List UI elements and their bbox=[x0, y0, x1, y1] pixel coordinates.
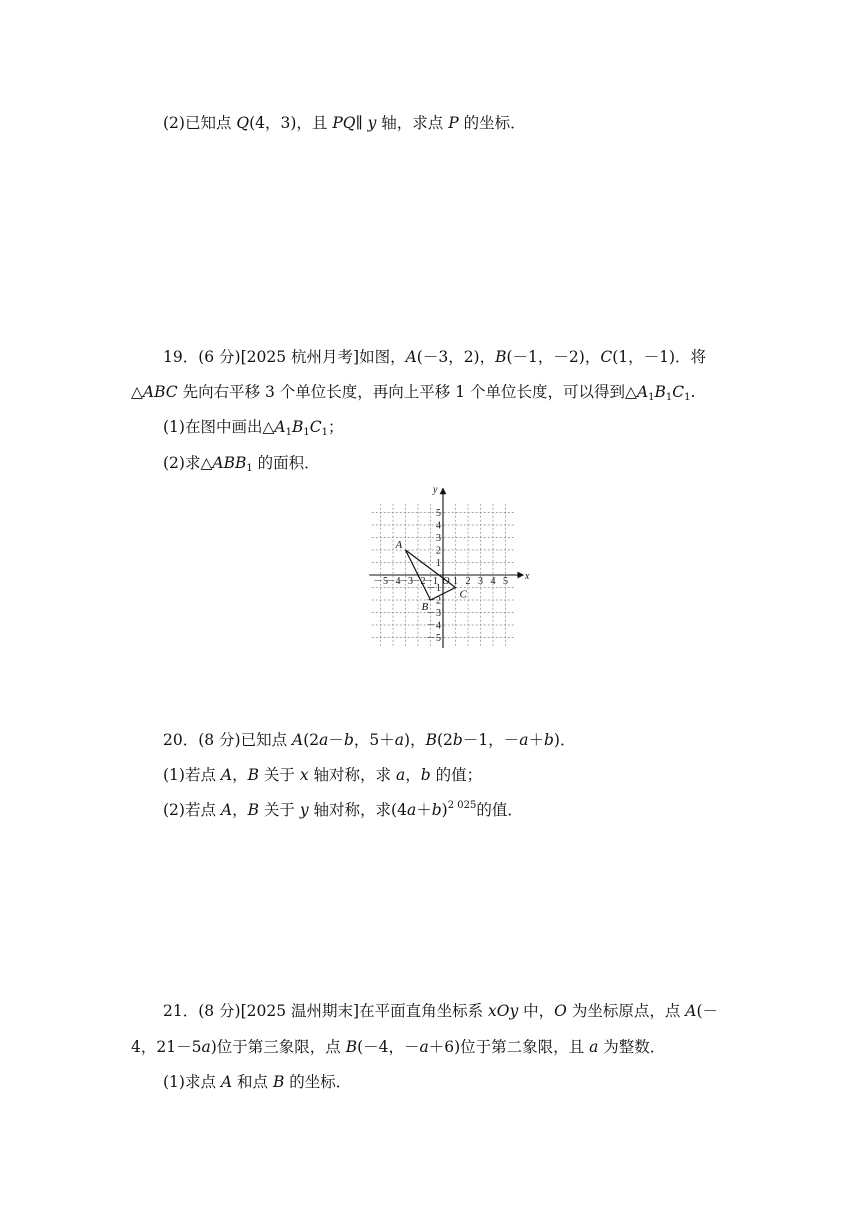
var: y bbox=[367, 114, 377, 132]
x-tick-label: 2 bbox=[465, 576, 471, 587]
text: )， bbox=[404, 731, 426, 749]
subscript: 1 bbox=[321, 427, 328, 438]
var: B bbox=[345, 1038, 358, 1056]
var: B bbox=[495, 348, 507, 366]
q20-part2 bbox=[163, 799, 523, 821]
q20-line1 bbox=[163, 729, 575, 751]
subscript: 1 bbox=[665, 392, 673, 403]
var: PQ bbox=[332, 114, 356, 132]
text: 4，21－5 bbox=[131, 1038, 202, 1056]
text: ＋6)位于第二象限，且 bbox=[428, 1038, 590, 1056]
text: (－3，2)， bbox=[416, 348, 496, 366]
y-tick-label: －3 bbox=[426, 608, 441, 619]
var: A bbox=[405, 348, 417, 366]
var: a bbox=[201, 1038, 211, 1056]
var: a bbox=[319, 731, 329, 749]
var: b bbox=[543, 731, 554, 749]
var: A bbox=[274, 418, 286, 436]
text: 关于 bbox=[259, 801, 300, 819]
x-axis-arrow bbox=[518, 573, 523, 578]
y-tick-label: 4 bbox=[436, 520, 441, 532]
text: 20．(8 分)已知点 bbox=[163, 731, 293, 749]
var: x bbox=[299, 766, 309, 784]
text: (－4，－ bbox=[357, 1038, 420, 1056]
text: 的坐标． bbox=[458, 114, 526, 132]
var: B bbox=[291, 418, 304, 436]
text: 21．(8 分)[2025 温州期末]在平面直角坐标系 bbox=[163, 1002, 489, 1020]
x-tick-label: 1 bbox=[453, 576, 458, 587]
var: O bbox=[554, 1002, 567, 1020]
var: a bbox=[419, 1038, 429, 1056]
y-tick-label: 2 bbox=[436, 545, 441, 557]
text: (－ bbox=[696, 1002, 719, 1020]
var: A bbox=[220, 801, 233, 819]
var: P bbox=[448, 114, 459, 132]
var: A bbox=[220, 766, 233, 784]
text: 的值． bbox=[476, 801, 523, 819]
q19-line1 bbox=[163, 346, 706, 368]
text: － bbox=[328, 731, 344, 749]
x-tick-label: 4 bbox=[490, 576, 496, 587]
y-axis-arrow bbox=[441, 489, 446, 494]
var: a bbox=[519, 731, 529, 749]
text: 的面积． bbox=[252, 454, 320, 472]
text: (－1，－2)， bbox=[506, 348, 601, 366]
subscript: 1 bbox=[684, 392, 691, 403]
x-tick-label: －4 bbox=[385, 576, 401, 587]
y-tick-label: －2 bbox=[426, 595, 441, 607]
text: ， bbox=[232, 766, 248, 784]
text: (1)若点 bbox=[163, 766, 221, 784]
text: 为整数． bbox=[598, 1038, 666, 1056]
text: 中， bbox=[518, 1002, 555, 1020]
text: ， bbox=[405, 766, 421, 784]
tick-labels bbox=[373, 485, 530, 645]
var: ABB bbox=[212, 454, 247, 472]
x-tick-label: －2 bbox=[410, 576, 426, 587]
x-tick-label: 5 bbox=[503, 576, 508, 587]
var: xOy bbox=[488, 1002, 519, 1020]
var: y bbox=[299, 801, 309, 819]
text: (2 bbox=[303, 731, 320, 749]
text: 的坐标． bbox=[284, 1073, 352, 1091]
text: 19．(6 分)[2025 杭州月考]如图， bbox=[163, 348, 406, 366]
var: b bbox=[431, 801, 442, 819]
text: ＋ bbox=[528, 731, 544, 749]
subscript: 1 bbox=[303, 427, 310, 438]
text: 的值； bbox=[430, 766, 483, 784]
text: (2)已知点 bbox=[163, 114, 237, 132]
x-tick-label: －3 bbox=[398, 576, 413, 587]
text: ) bbox=[441, 801, 448, 819]
text: (4，3)，且 bbox=[249, 114, 333, 132]
q18-part2 bbox=[163, 112, 526, 134]
text: 为坐标原点，点 bbox=[566, 1002, 686, 1020]
var: a bbox=[589, 1038, 599, 1056]
point-label-c: C bbox=[459, 588, 467, 601]
var: b bbox=[452, 731, 463, 749]
parallel-symbol: ∥ bbox=[355, 114, 363, 132]
y-tick-label: －1 bbox=[426, 583, 441, 594]
var: a bbox=[395, 766, 406, 784]
exponent: 2 025 bbox=[447, 800, 477, 811]
text: )位于第三象限，点 bbox=[210, 1038, 346, 1056]
var: A bbox=[220, 1073, 233, 1091]
var: b bbox=[420, 766, 431, 784]
var: C bbox=[600, 348, 613, 366]
text: (2)求△ bbox=[163, 454, 213, 472]
x-tick-label: 3 bbox=[478, 576, 483, 587]
q19-part1 bbox=[163, 416, 344, 438]
var: A bbox=[685, 1002, 697, 1020]
text: (1)求点 bbox=[163, 1073, 221, 1091]
text: (2 bbox=[436, 731, 453, 749]
text: －1，－ bbox=[462, 731, 520, 749]
point-label-b: B bbox=[421, 601, 429, 613]
text: 和点 bbox=[232, 1073, 273, 1091]
y-tick-label: －4 bbox=[426, 620, 441, 632]
text: 轴对称，求(4 bbox=[308, 801, 407, 819]
q21-line1 bbox=[163, 1000, 718, 1022]
var: Q bbox=[236, 114, 250, 132]
var: B bbox=[272, 1073, 285, 1091]
var: ABC bbox=[142, 383, 178, 401]
text: (2)若点 bbox=[163, 801, 221, 819]
text: (1)在图中画出△ bbox=[163, 418, 275, 436]
y-tick-label: 1 bbox=[436, 558, 441, 569]
x-tick-label: －1 bbox=[423, 576, 438, 587]
y-tick-label: 3 bbox=[436, 533, 441, 544]
x-tick-label: －5 bbox=[373, 576, 388, 587]
text: △ bbox=[131, 383, 143, 401]
text: ，5＋ bbox=[353, 731, 395, 749]
text: (1，－1)．将 bbox=[612, 348, 707, 366]
point-label-a: A bbox=[395, 539, 403, 551]
text: ； bbox=[327, 418, 344, 436]
text: ＋ bbox=[416, 801, 432, 819]
subscript: 1 bbox=[246, 463, 253, 474]
var: B bbox=[247, 766, 259, 784]
var: a bbox=[406, 801, 417, 819]
var: C bbox=[309, 418, 322, 436]
var: a bbox=[394, 731, 404, 749]
y-axis-label: y bbox=[433, 484, 438, 496]
q21-line2 bbox=[131, 1036, 665, 1058]
q19-line2 bbox=[131, 381, 695, 403]
var: B bbox=[247, 801, 259, 819]
x-tick-label: O bbox=[442, 576, 450, 587]
var: A bbox=[292, 731, 304, 749]
q20-part1 bbox=[163, 764, 482, 786]
q21-part1 bbox=[163, 1071, 351, 1093]
var: B bbox=[425, 731, 437, 749]
text: 先向右平移 3 个单位长度，再向上平移 1 个单位长度，可以得到△ bbox=[177, 383, 637, 401]
x-axis-label: x bbox=[524, 571, 530, 582]
text: 关于 bbox=[259, 766, 300, 784]
coordinate-grid-figure bbox=[360, 482, 532, 648]
y-tick-label: 5 bbox=[436, 508, 441, 519]
text: 轴，求点 bbox=[376, 114, 449, 132]
subscript: 1 bbox=[648, 392, 655, 403]
q19-part2 bbox=[163, 452, 320, 474]
var: C bbox=[672, 383, 685, 401]
var: A bbox=[636, 383, 649, 401]
text: 轴对称，求 bbox=[308, 766, 396, 784]
text: )． bbox=[553, 731, 576, 749]
var: b bbox=[343, 731, 354, 749]
text: ， bbox=[232, 801, 248, 819]
text: . bbox=[690, 383, 696, 401]
subscript: 1 bbox=[285, 427, 292, 438]
var: B bbox=[654, 383, 666, 401]
y-tick-label: －5 bbox=[426, 633, 441, 644]
